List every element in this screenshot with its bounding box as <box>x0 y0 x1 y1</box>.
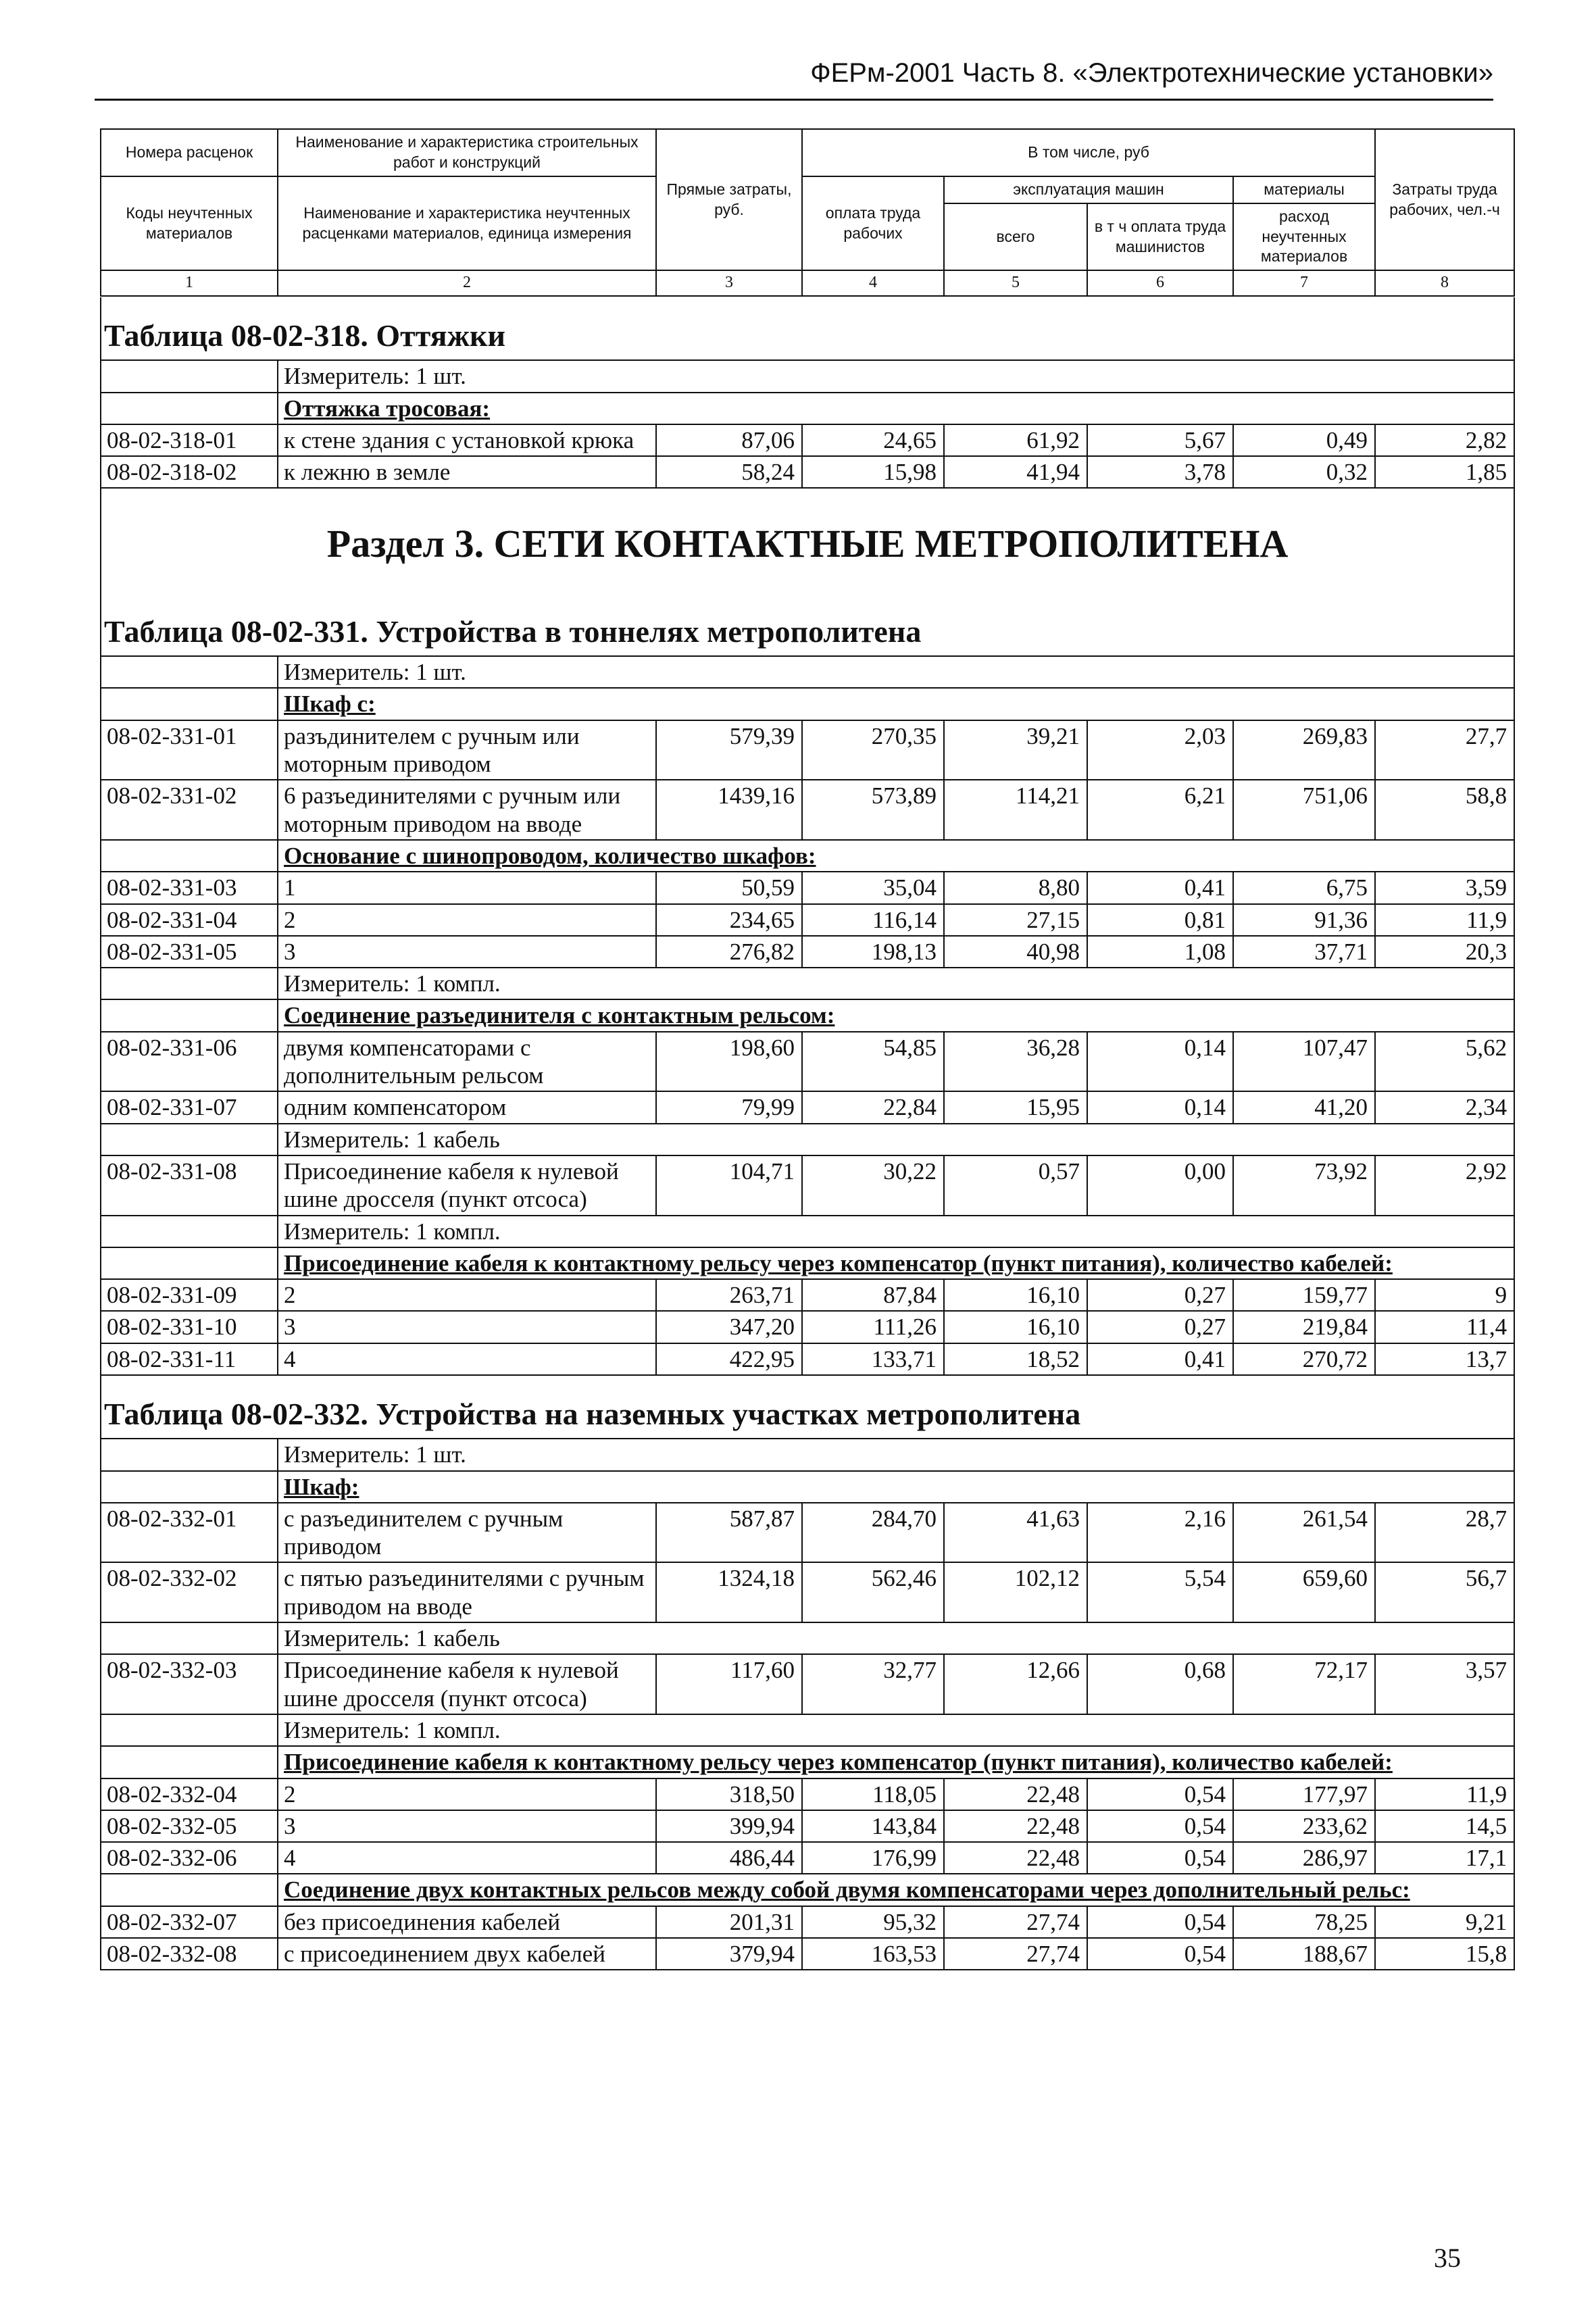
group-heading <box>278 393 1514 424</box>
empty-code-cell <box>101 1216 278 1247</box>
labor-hours: 3,59 <box>1375 872 1514 903</box>
measure-unit-text: Измеритель: 1 компл. <box>284 970 501 997</box>
rate-code: 08-02-331-02 <box>101 780 278 840</box>
machinist-pay: 0,14 <box>1087 1091 1233 1123</box>
materials-cost: 107,47 <box>1233 1032 1375 1092</box>
group-heading <box>278 688 1514 720</box>
labor-hours: 1,85 <box>1375 456 1514 488</box>
machinist-pay: 0,41 <box>1087 872 1233 903</box>
labor-hours: 11,4 <box>1375 1311 1514 1343</box>
rate-description: 4 <box>278 1343 656 1375</box>
table-row <box>101 1938 1514 1970</box>
rate-code: 08-02-332-01 <box>101 1503 278 1563</box>
table-row <box>101 872 1514 903</box>
machinist-pay: 0,00 <box>1087 1155 1233 1216</box>
running-head: ФЕРм-2001 Часть 8. «Электротехнические установки» <box>810 58 1493 88</box>
direct-cost: 579,39 <box>656 720 802 780</box>
machinist-pay: 6,21 <box>1087 780 1233 840</box>
header-col1-bottom: Коды неучтенных материалов <box>101 176 278 271</box>
materials-cost: 188,67 <box>1233 1938 1375 1970</box>
header-col2-bottom: Наименование и характеристика неучтенных расценками материалов, единица измерения <box>278 176 656 271</box>
labor-pay: 95,32 <box>802 1906 944 1938</box>
materials-cost: 0,32 <box>1233 456 1375 488</box>
rate-description: Присоединение кабеля к нулевой шине дросселя (пункт отсоса) <box>278 1654 656 1714</box>
measure-unit <box>278 1124 1514 1155</box>
empty-code-cell <box>101 1247 278 1279</box>
labor-hours: 13,7 <box>1375 1343 1514 1375</box>
materials-cost: 72,17 <box>1233 1654 1375 1714</box>
machine-total: 36,28 <box>944 1032 1087 1092</box>
labor-pay: 24,65 <box>802 424 944 456</box>
materials-cost: 269,83 <box>1233 720 1375 780</box>
labor-pay: 54,85 <box>802 1032 944 1092</box>
measure-unit-text: Измеритель: 1 кабель <box>284 1126 500 1153</box>
rate-code: 08-02-331-05 <box>101 936 278 968</box>
group-heading <box>278 1874 1514 1906</box>
rate-code: 08-02-331-08 <box>101 1155 278 1216</box>
header-col6: в т ч оплата труда машинистов <box>1087 203 1233 271</box>
direct-cost: 79,99 <box>656 1091 802 1123</box>
group-heading <box>278 999 1514 1031</box>
materials-cost: 751,06 <box>1233 780 1375 840</box>
group-heading <box>278 1471 1514 1503</box>
labor-hours: 11,9 <box>1375 904 1514 936</box>
direct-cost: 318,50 <box>656 1778 802 1810</box>
machine-total: 41,94 <box>944 456 1087 488</box>
rate-description: 2 <box>278 1279 656 1311</box>
machine-total: 22,48 <box>944 1842 1087 1874</box>
table-318-title: Таблица 08-02-318. Оттяжки <box>101 297 1514 360</box>
empty-code-cell <box>101 656 278 688</box>
labor-hours: 58,8 <box>1375 780 1514 840</box>
rate-code: 08-02-332-02 <box>101 1562 278 1622</box>
machine-total: 16,10 <box>944 1311 1087 1343</box>
rate-description: 3 <box>278 1311 656 1343</box>
measure-unit <box>278 360 1514 392</box>
machinist-pay: 0,54 <box>1087 1938 1233 1970</box>
labor-pay: 133,71 <box>802 1343 944 1375</box>
materials-cost: 219,84 <box>1233 1311 1375 1343</box>
measure-unit <box>278 968 1514 999</box>
header-num: 1 <box>101 270 278 295</box>
header-col8: Затраты труда рабочих, чел.-ч <box>1375 129 1514 270</box>
direct-cost: 263,71 <box>656 1279 802 1311</box>
group-heading-text: Соединение двух контактных рельсов между собой двумя компенсаторами через дополнительный рельс: <box>284 1876 1410 1903</box>
machine-total: 22,48 <box>944 1778 1087 1810</box>
labor-hours: 27,7 <box>1375 720 1514 780</box>
table-row <box>101 424 1514 456</box>
labor-pay: 35,04 <box>802 872 944 903</box>
rate-description: с пятью разъединителями с ручным приводом на вводе <box>278 1562 656 1622</box>
group-heading <box>278 840 1514 872</box>
labor-pay: 22,84 <box>802 1091 944 1123</box>
rate-code: 08-02-332-06 <box>101 1842 278 1874</box>
rate-code: 08-02-331-10 <box>101 1311 278 1343</box>
table-row <box>101 1091 1514 1123</box>
machine-total: 41,63 <box>944 1503 1087 1563</box>
rate-code: 08-02-331-07 <box>101 1091 278 1123</box>
table-row <box>101 1343 1514 1375</box>
measure-unit-text: Измеритель: 1 компл. <box>284 1218 501 1245</box>
direct-cost: 87,06 <box>656 424 802 456</box>
rate-description: двумя компенсаторами с дополнительным рельсом <box>278 1032 656 1092</box>
rate-description: с присоединением двух кабелей <box>278 1938 656 1970</box>
machine-total: 16,10 <box>944 1279 1087 1311</box>
section-title: Раздел 3. СЕТИ КОНТАКТНЫЕ МЕТРОПОЛИТЕНА <box>101 488 1514 593</box>
measure-unit <box>278 1439 1514 1470</box>
rate-description: одним компенсатором <box>278 1091 656 1123</box>
header-num: 8 <box>1375 270 1514 295</box>
direct-cost: 1439,16 <box>656 780 802 840</box>
machinist-pay: 2,16 <box>1087 1503 1233 1563</box>
empty-code-cell <box>101 1874 278 1906</box>
labor-hours: 17,1 <box>1375 1842 1514 1874</box>
labor-hours: 20,3 <box>1375 936 1514 968</box>
labor-pay: 30,22 <box>802 1155 944 1216</box>
measure-unit-text: Измеритель: 1 шт. <box>284 363 466 390</box>
group-heading-text: Основание с шинопроводом, количество шкафов: <box>284 842 816 869</box>
direct-cost: 104,71 <box>656 1155 802 1216</box>
group-heading-text: Шкаф: <box>284 1473 359 1500</box>
table-row <box>101 1810 1514 1842</box>
measure-unit-text: Измеритель: 1 компл. <box>284 1716 501 1743</box>
group-heading-text: Присоединение кабеля к контактному рельсу через компенсатор (пункт питания), количество кабелей: <box>284 1249 1393 1276</box>
labor-pay: 270,35 <box>802 720 944 780</box>
table-row <box>101 1503 1514 1563</box>
group-heading-text: Присоединение кабеля к контактному рельсу через компенсатор (пункт питания), количество кабелей: <box>284 1749 1393 1776</box>
rates-table <box>100 297 1515 1970</box>
rate-code: 08-02-332-08 <box>101 1938 278 1970</box>
header-col5: всего <box>944 203 1087 271</box>
rate-code: 08-02-318-02 <box>101 456 278 488</box>
machinist-pay: 0,54 <box>1087 1810 1233 1842</box>
direct-cost: 422,95 <box>656 1343 802 1375</box>
header-machines: эксплуатация машин <box>944 176 1233 203</box>
table-row <box>101 1654 1514 1714</box>
machinist-pay: 1,08 <box>1087 936 1233 968</box>
rate-code: 08-02-331-01 <box>101 720 278 780</box>
direct-cost: 50,59 <box>656 872 802 903</box>
rate-description: разъдинителем с ручным или моторным приводом <box>278 720 656 780</box>
machine-total: 18,52 <box>944 1343 1087 1375</box>
machinist-pay: 0,54 <box>1087 1778 1233 1810</box>
machine-total: 12,66 <box>944 1654 1087 1714</box>
table-row <box>101 936 1514 968</box>
empty-code-cell <box>101 1622 278 1654</box>
materials-cost: 6,75 <box>1233 872 1375 903</box>
rate-code: 08-02-332-05 <box>101 1810 278 1842</box>
measure-unit <box>278 1622 1514 1654</box>
measure-unit-text: Измеритель: 1 шт. <box>284 1441 466 1468</box>
rate-code: 08-02-331-03 <box>101 872 278 903</box>
direct-cost: 117,60 <box>656 1654 802 1714</box>
machine-total: 15,95 <box>944 1091 1087 1123</box>
machine-total: 39,21 <box>944 720 1087 780</box>
table-row <box>101 720 1514 780</box>
table-row <box>101 1562 1514 1622</box>
labor-pay: 116,14 <box>802 904 944 936</box>
table-row <box>101 1778 1514 1810</box>
direct-cost: 234,65 <box>656 904 802 936</box>
header-materials: материалы <box>1233 176 1375 203</box>
header-incl: В том числе, руб <box>802 129 1375 176</box>
table-row <box>101 1279 1514 1311</box>
labor-hours: 5,62 <box>1375 1032 1514 1092</box>
empty-code-cell <box>101 1439 278 1470</box>
empty-code-cell <box>101 1471 278 1503</box>
table-row <box>101 1032 1514 1092</box>
direct-cost: 1324,18 <box>656 1562 802 1622</box>
table-row <box>101 780 1514 840</box>
materials-cost: 261,54 <box>1233 1503 1375 1563</box>
materials-cost: 286,97 <box>1233 1842 1375 1874</box>
empty-code-cell <box>101 840 278 872</box>
materials-cost: 73,92 <box>1233 1155 1375 1216</box>
table-row <box>101 1842 1514 1874</box>
labor-hours: 3,57 <box>1375 1654 1514 1714</box>
machinist-pay: 0,68 <box>1087 1654 1233 1714</box>
rate-description: 1 <box>278 872 656 903</box>
machinist-pay: 0,27 <box>1087 1311 1233 1343</box>
labor-hours: 2,82 <box>1375 424 1514 456</box>
labor-pay: 87,84 <box>802 1279 944 1311</box>
empty-code-cell <box>101 1124 278 1155</box>
group-heading <box>278 1247 1514 1279</box>
machinist-pay: 2,03 <box>1087 720 1233 780</box>
machine-total: 40,98 <box>944 936 1087 968</box>
header-rule <box>95 99 1493 101</box>
group-heading <box>278 1746 1514 1778</box>
machinist-pay: 0,27 <box>1087 1279 1233 1311</box>
rate-description: 2 <box>278 904 656 936</box>
empty-code-cell <box>101 999 278 1031</box>
labor-hours: 2,92 <box>1375 1155 1514 1216</box>
labor-pay: 198,13 <box>802 936 944 968</box>
machine-total: 114,21 <box>944 780 1087 840</box>
machine-total: 22,48 <box>944 1810 1087 1842</box>
empty-code-cell <box>101 360 278 392</box>
rate-description: с разъединителем с ручным приводом <box>278 1503 656 1563</box>
table-row <box>101 1906 1514 1938</box>
empty-code-cell <box>101 688 278 720</box>
empty-code-cell <box>101 393 278 424</box>
rate-description: 6 разъединителями с ручным или моторным приводом на вводе <box>278 780 656 840</box>
materials-cost: 177,97 <box>1233 1778 1375 1810</box>
labor-hours: 15,8 <box>1375 1938 1514 1970</box>
labor-pay: 143,84 <box>802 1810 944 1842</box>
machine-total: 0,57 <box>944 1155 1087 1216</box>
direct-cost: 486,44 <box>656 1842 802 1874</box>
table-row <box>101 1311 1514 1343</box>
machine-total: 61,92 <box>944 424 1087 456</box>
group-heading-text: Соединение разъединителя с контактным рельсом: <box>284 1002 835 1029</box>
labor-hours: 28,7 <box>1375 1503 1514 1563</box>
rate-description: 2 <box>278 1778 656 1810</box>
table-331-title: Таблица 08-02-331. Устройства в тоннелях метрополитена <box>101 593 1514 656</box>
empty-code-cell <box>101 968 278 999</box>
labor-hours: 9 <box>1375 1279 1514 1311</box>
labor-pay: 15,98 <box>802 456 944 488</box>
direct-cost: 198,60 <box>656 1032 802 1092</box>
header-num: 3 <box>656 270 802 295</box>
header-num: 7 <box>1233 270 1375 295</box>
rate-code: 08-02-331-04 <box>101 904 278 936</box>
measure-unit-text: Измеритель: 1 кабель <box>284 1625 500 1652</box>
labor-hours: 56,7 <box>1375 1562 1514 1622</box>
labor-pay: 111,26 <box>802 1311 944 1343</box>
header-col2-top: Наименование и характеристика строительных работ и конструкций <box>278 129 656 176</box>
machine-total: 27,74 <box>944 1906 1087 1938</box>
materials-cost: 91,36 <box>1233 904 1375 936</box>
direct-cost: 379,94 <box>656 1938 802 1970</box>
header-num: 4 <box>802 270 944 295</box>
direct-cost: 58,24 <box>656 456 802 488</box>
rate-code: 08-02-331-06 <box>101 1032 278 1092</box>
machinist-pay: 0,81 <box>1087 904 1233 936</box>
machine-total: 27,74 <box>944 1938 1087 1970</box>
machine-total: 102,12 <box>944 1562 1087 1622</box>
materials-cost: 270,72 <box>1233 1343 1375 1375</box>
materials-cost: 0,49 <box>1233 424 1375 456</box>
labor-pay: 573,89 <box>802 780 944 840</box>
rate-code: 08-02-318-01 <box>101 424 278 456</box>
rate-description: 4 <box>278 1842 656 1874</box>
machinist-pay: 0,54 <box>1087 1906 1233 1938</box>
machine-total: 8,80 <box>944 872 1087 903</box>
header-col4: оплата труда рабочих <box>802 176 944 271</box>
machinist-pay: 0,41 <box>1087 1343 1233 1375</box>
labor-pay: 562,46 <box>802 1562 944 1622</box>
machinist-pay: 5,67 <box>1087 424 1233 456</box>
table-row <box>101 904 1514 936</box>
direct-cost: 587,87 <box>656 1503 802 1563</box>
direct-cost: 399,94 <box>656 1810 802 1842</box>
rate-description: 3 <box>278 936 656 968</box>
labor-pay: 32,77 <box>802 1654 944 1714</box>
page-number: 35 <box>1434 2243 1461 2273</box>
rate-code: 08-02-332-03 <box>101 1654 278 1714</box>
column-header-table <box>100 128 1515 297</box>
header-col1-top: Номера расценок <box>101 129 278 176</box>
labor-pay: 284,70 <box>802 1503 944 1563</box>
materials-cost: 37,71 <box>1233 936 1375 968</box>
rate-code: 08-02-331-09 <box>101 1279 278 1311</box>
labor-pay: 118,05 <box>802 1778 944 1810</box>
header-num: 5 <box>944 270 1087 295</box>
labor-hours: 14,5 <box>1375 1810 1514 1842</box>
labor-pay: 176,99 <box>802 1842 944 1874</box>
labor-pay: 163,53 <box>802 1938 944 1970</box>
header-col7: расход неучтенных материалов <box>1233 203 1375 271</box>
labor-hours: 9,21 <box>1375 1906 1514 1938</box>
measure-unit <box>278 1216 1514 1247</box>
rate-code: 08-02-332-07 <box>101 1906 278 1938</box>
labor-hours: 11,9 <box>1375 1778 1514 1810</box>
machine-total: 27,15 <box>944 904 1087 936</box>
rate-description: без присоединения кабелей <box>278 1906 656 1938</box>
machinist-pay: 3,78 <box>1087 456 1233 488</box>
rate-description: Присоединение кабеля к нулевой шине дросселя (пункт отсоса) <box>278 1155 656 1216</box>
measure-unit <box>278 656 1514 688</box>
direct-cost: 276,82 <box>656 936 802 968</box>
direct-cost: 347,20 <box>656 1311 802 1343</box>
header-num: 2 <box>278 270 656 295</box>
labor-hours: 2,34 <box>1375 1091 1514 1123</box>
materials-cost: 659,60 <box>1233 1562 1375 1622</box>
machinist-pay: 0,14 <box>1087 1032 1233 1092</box>
direct-cost: 201,31 <box>656 1906 802 1938</box>
table-row <box>101 1155 1514 1216</box>
empty-code-cell <box>101 1746 278 1778</box>
rate-description: к лежню в земле <box>278 456 656 488</box>
machinist-pay: 0,54 <box>1087 1842 1233 1874</box>
rates-table-body <box>101 297 1514 1970</box>
rate-description: 3 <box>278 1810 656 1842</box>
materials-cost: 78,25 <box>1233 1906 1375 1938</box>
rate-code: 08-02-332-04 <box>101 1778 278 1810</box>
materials-cost: 233,62 <box>1233 1810 1375 1842</box>
table-row <box>101 456 1514 488</box>
measure-unit-text: Измеритель: 1 шт. <box>284 659 466 686</box>
group-heading-text: Шкаф с: <box>284 691 376 718</box>
machinist-pay: 5,54 <box>1087 1562 1233 1622</box>
rate-description: к стене здания с установкой крюка <box>278 424 656 456</box>
rate-code: 08-02-331-11 <box>101 1343 278 1375</box>
group-heading-text: Оттяжка тросовая: <box>284 395 491 422</box>
table-332-title: Таблица 08-02-332. Устройства на наземных участках метрополитена <box>101 1375 1514 1439</box>
materials-cost: 41,20 <box>1233 1091 1375 1123</box>
materials-cost: 159,77 <box>1233 1279 1375 1311</box>
header-col3: Прямые затраты, руб. <box>656 129 802 270</box>
header-num: 6 <box>1087 270 1233 295</box>
empty-code-cell <box>101 1714 278 1746</box>
measure-unit <box>278 1714 1514 1746</box>
